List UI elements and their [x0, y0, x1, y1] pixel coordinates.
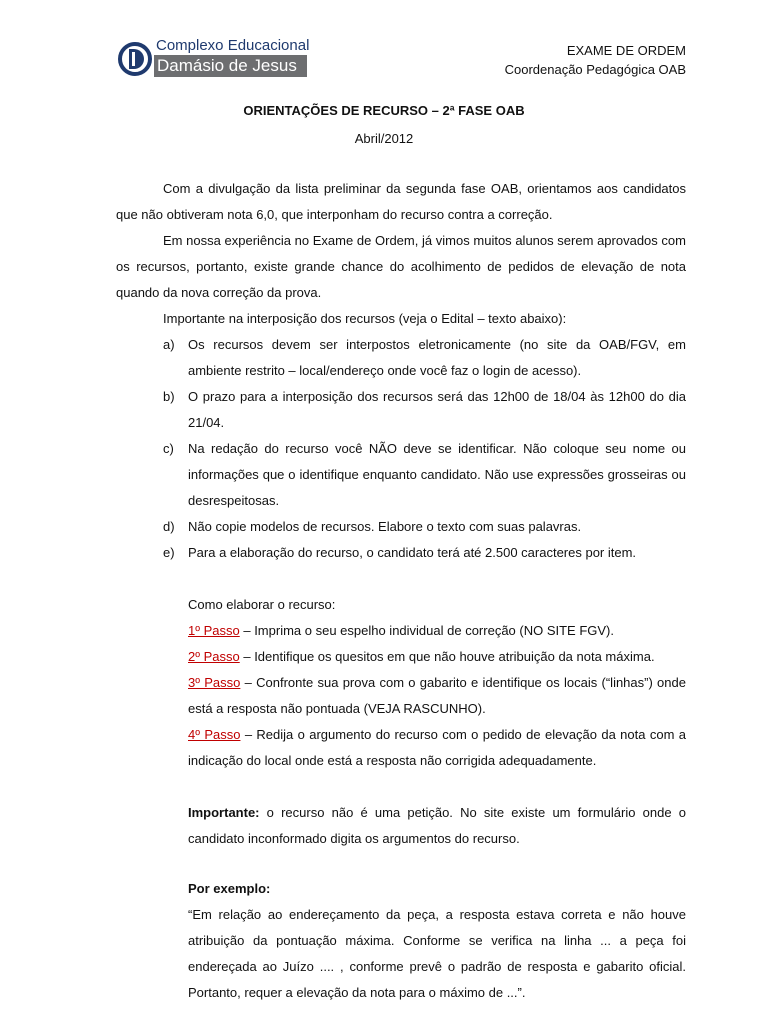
list-text: Na redação do recurso você NÃO deve se identificar. Não coloque seu nome ou informações que o identifique enquanto candidato. Não use expressões grosseiras ou desrespeitosas.: [188, 441, 686, 508]
institution-logo: [118, 38, 308, 78]
step-label: 1º Passo: [188, 623, 240, 638]
how-to-section: [188, 592, 686, 774]
list-marker: c): [163, 441, 174, 456]
list-marker: d): [163, 519, 175, 534]
example-label: Por exemplo:: [188, 881, 271, 896]
step-text: – Confronte sua prova com o gabarito e identifique os locais (“linhas”) onde está a resposta não pontuada (VEJA RASCUNHO).: [188, 675, 686, 716]
page-title: ORIENTAÇÕES DE RECURSO – 2ª FASE OAB: [243, 103, 525, 118]
header-coordination: Coordenação Pedagógica OAB: [504, 62, 686, 77]
list-marker: b): [163, 389, 175, 404]
step-label: 2º Passo: [188, 649, 240, 664]
list-text: Os recursos devem ser interpostos eletronicamente (no site da OAB/FGV, em ambiente restrito – local/endereço onde você faz o login de acesso).: [188, 337, 686, 378]
step-2: [188, 644, 686, 670]
logo-line-1: Complexo Educacional: [156, 37, 310, 54]
requirements-list: [163, 332, 686, 566]
important-body: o recurso não é uma petição. No site existe um formulário onde o candidato inconformado digita os argumentos do recurso.: [188, 805, 686, 846]
list-item: [163, 540, 686, 566]
example-text: “Em relação ao endereçamento da peça, a resposta estava correta e não houve atribuição da pontuação máxima. Conforme se verifica na linha ... a peça foi endereçada ao Juízo .... , conforme prevê o padrão de resposta e gabarito oficial. Portanto, requer a elevação da nota para o máximo de ...”.: [188, 907, 686, 1000]
paragraph-text: Em nossa experiência no Exame de Ordem, já vimos muitos alunos serem aprovados com os recursos, portanto, existe grande chance do acolhimento de pedidos de elevação de nota quando da nova correção da prova.: [116, 233, 686, 300]
important-note: [188, 800, 686, 852]
list-item: [163, 332, 686, 384]
step-3: [188, 670, 686, 722]
list-text: Não copie modelos de recursos. Elabore o texto com suas palavras.: [188, 519, 582, 534]
step-1: [188, 618, 686, 644]
header-exam: EXAME DE ORDEM: [566, 43, 686, 58]
list-marker: a): [163, 337, 175, 352]
logo-line-2: Damásio de Jesus: [154, 55, 307, 77]
step-text: – Imprima o seu espelho individual de correção (NO SITE FGV).: [239, 623, 614, 638]
paragraph-1: [116, 176, 686, 228]
step-label: 4º Passo: [188, 727, 241, 742]
list-item: [163, 514, 686, 540]
paragraph-2: [116, 228, 686, 306]
document-date: Abril/2012: [354, 131, 414, 146]
list-marker: e): [163, 545, 175, 560]
step-label: 3º Passo: [188, 675, 241, 690]
step-text: – Identifique os quesitos em que não houve atribuição da nota máxima.: [239, 649, 655, 664]
paragraph-text: Importante na interposição dos recursos (veja o Edital – texto abaixo):: [163, 311, 567, 326]
paragraph-text: Com a divulgação da lista preliminar da segunda fase OAB, orientamos aos candidatos que não obtiveram nota 6,0, que interponham do recurso contra a correção.: [116, 181, 686, 222]
step-4: [188, 722, 686, 774]
list-item: [163, 384, 686, 436]
header-info: [505, 41, 686, 79]
list-text: O prazo para a interposição dos recursos será das 12h00 de 18/04 às 12h00 do dia 21/04.: [188, 389, 686, 430]
step-text: – Redija o argumento do recurso com o pedido de elevação da nota com a indicação do local onde está a resposta não corrigida adequadamente.: [188, 727, 686, 768]
important-text: [188, 800, 686, 852]
example-section: [188, 876, 686, 1006]
list-text: Para a elaboração do recurso, o candidato terá até 2.500 caracteres por item.: [188, 545, 637, 560]
important-label: Importante:: [188, 805, 260, 820]
logo-emblem-icon: [118, 42, 152, 76]
list-item: [163, 436, 686, 514]
paragraph-3: [116, 306, 686, 332]
how-to-heading: Como elaborar o recurso:: [188, 597, 336, 612]
